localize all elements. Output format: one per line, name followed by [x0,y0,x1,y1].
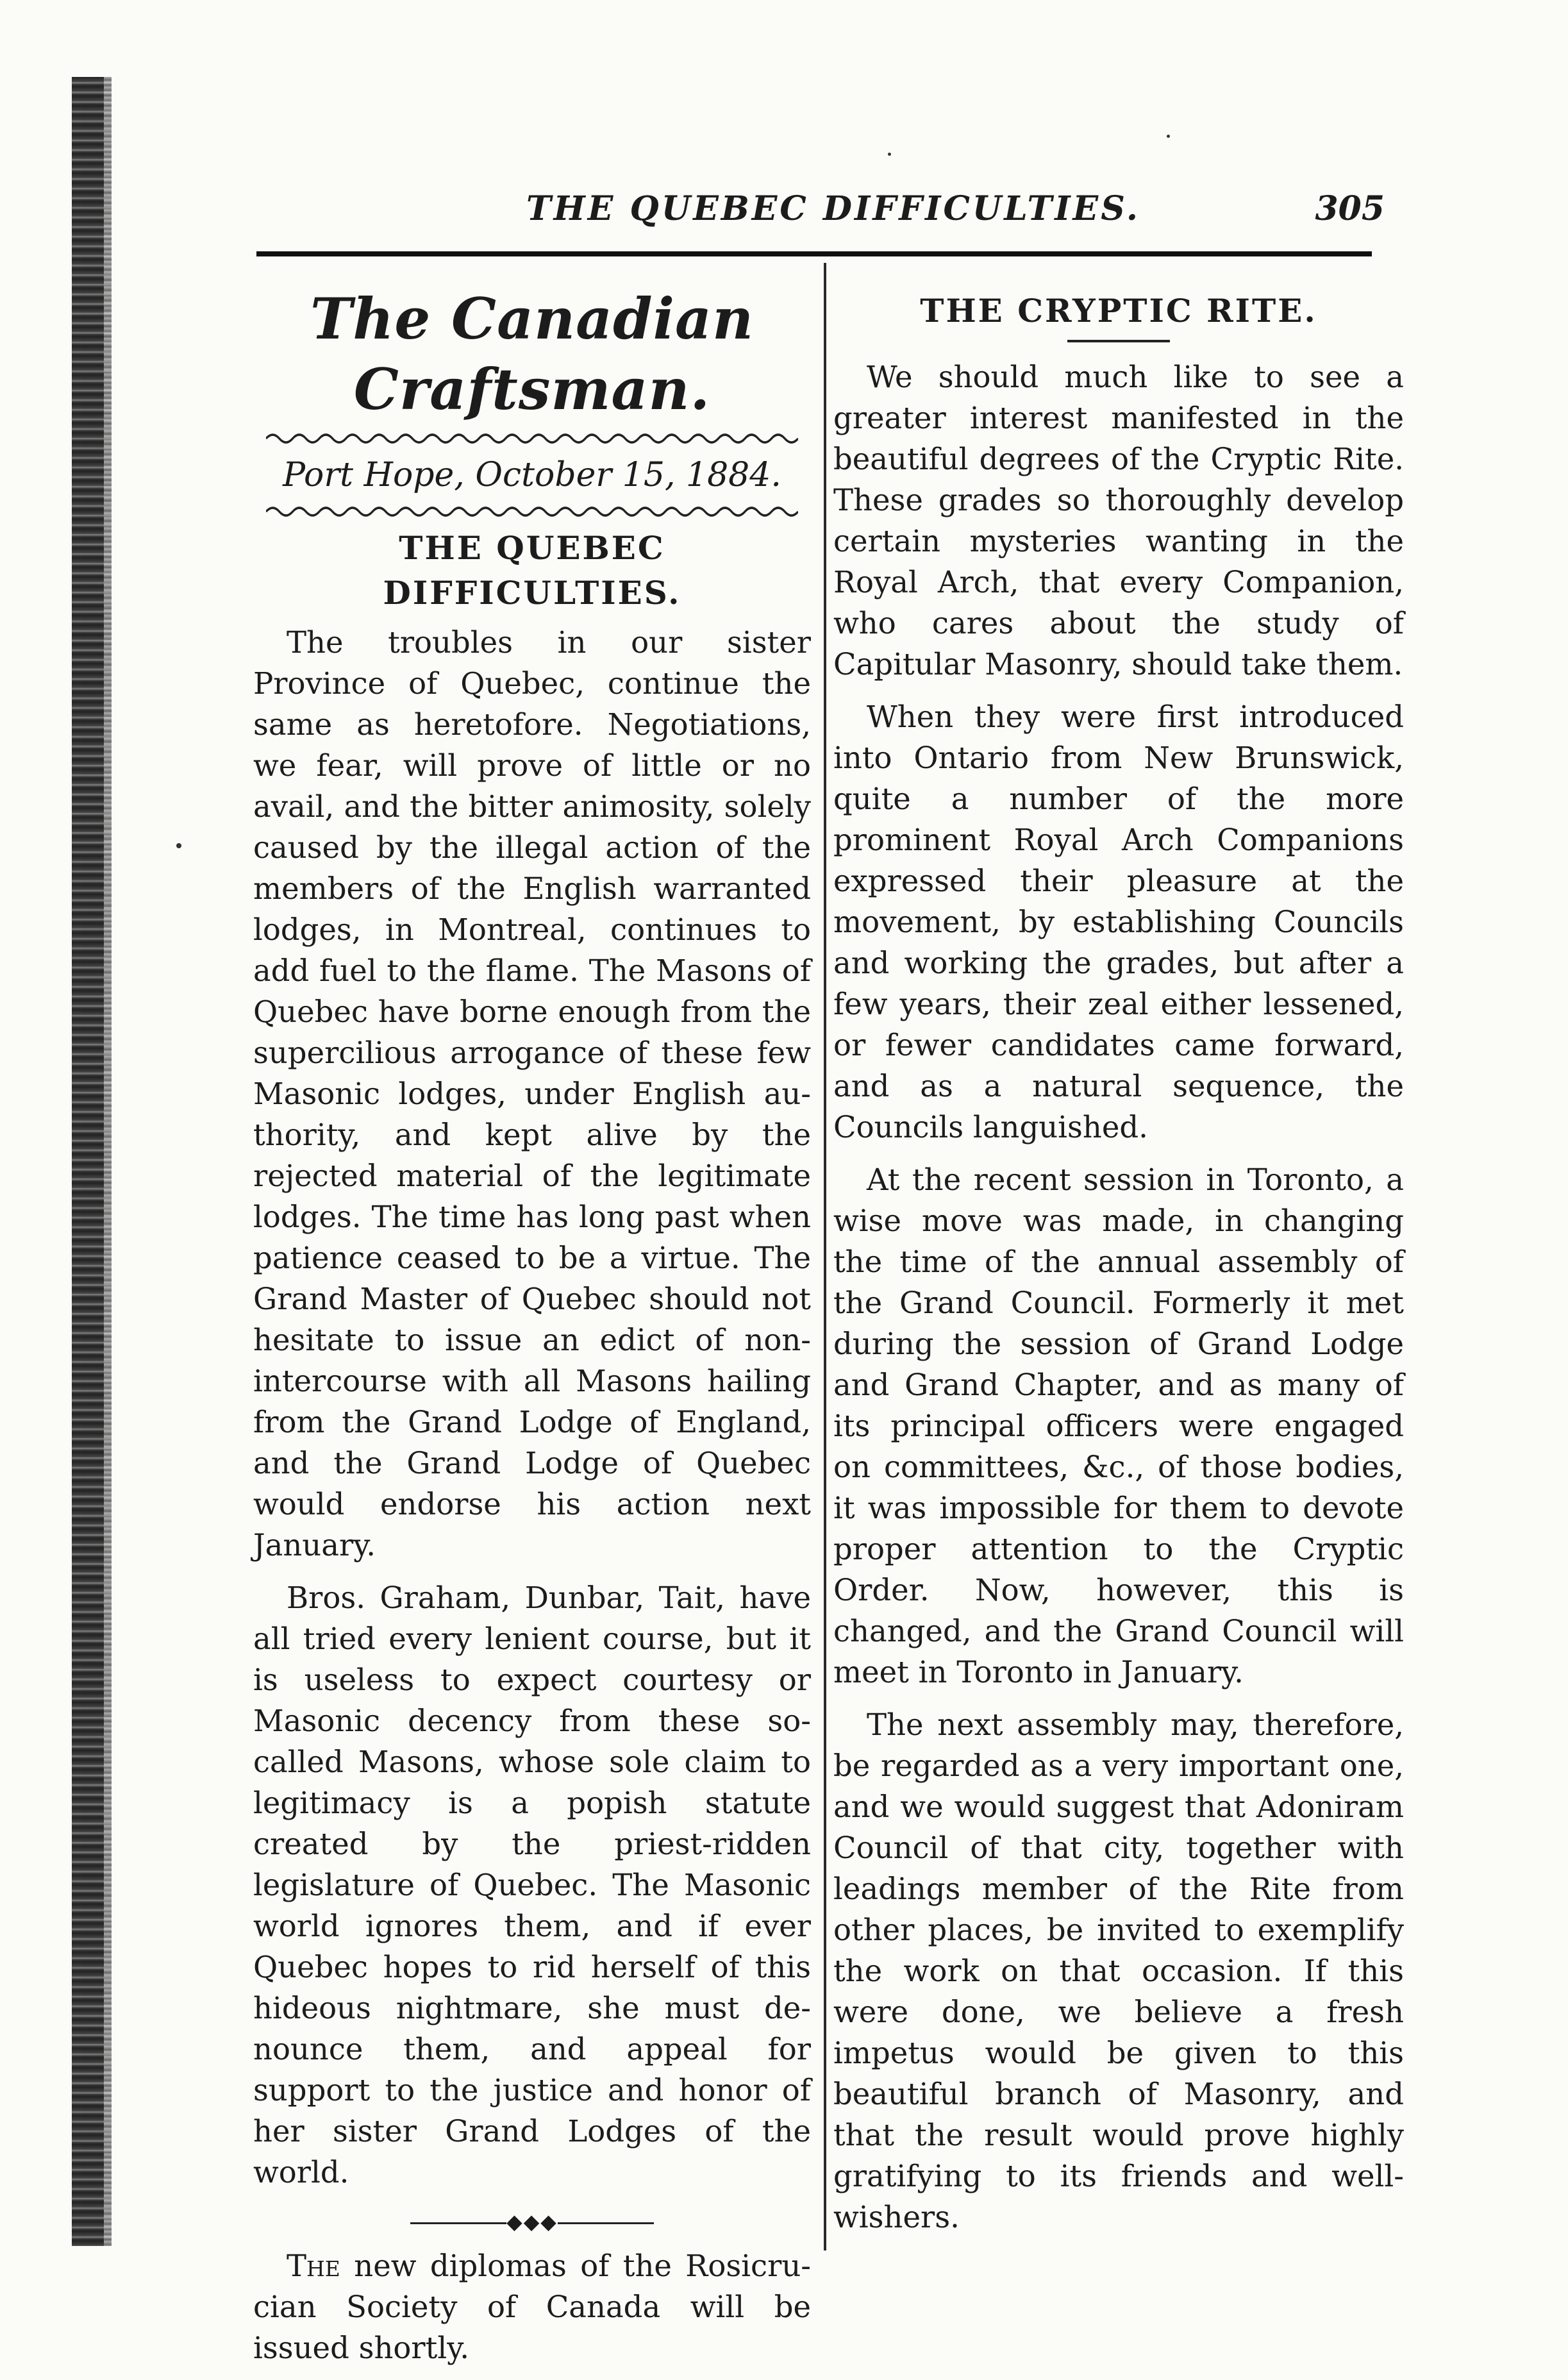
header-rule [256,251,1372,256]
article-paragraph: Bros. Graham, Dunbar, Tait, have all tried every lenient course, but it is useless to expect courtesy or Masonic decency from these so-called Masons, whose sole claim to legitimacy is a popish statute created by the priest-ridden legislature of Quebec. The Masonic world ignores them, and if ever Quebec hopes to rid herself of this hideous nightmare, she must denounce them, and appeal for support to the justice and honor of her sister Grand Lodges of the world. [253,1580,811,2190]
notice-lead: The [287,2249,340,2283]
ornament-divider: ◆◆◆ [253,2209,811,2234]
stray-mark [176,843,181,848]
column-divider [824,263,826,2250]
notice-paragraph [253,2245,811,2368]
article-paragraph: At the recent session in Toronto, a wise move was made, in changing the time of the annual assembly of the Grand Council. Formerly it met during the session of Grand Lodge and Grand Chapter, and as many of its principal officers were engaged on committees, &c., of those bodies, it was impossible for them to devote proper attention to the Cryptic Order. Now, however, this is changed, and the Grand Council will meet in Toronto in January. [833,1162,1404,1689]
article-paragraph: When they were first introduced into Ontario from New Brunswick, quite a number of the more prominent Royal Arch Companions expressed their pleasure at the movement, by establishing Councils and working the grades, but after a few years, their zeal either lessened, or fewer candidates came forward, and as a natural sequence, the Councils languished. [833,700,1404,1144]
wavy-rule [266,431,798,446]
right-column [833,269,1404,2249]
wavy-rule [266,504,798,519]
article-paragraph: We should much like to see a greater interest manifested in the beautiful degrees of the Cryptic Rite. These grades so thoroughly develop certain mysteries wanting in the Royal Arch, that every Companion, who cares about the study of Capitular Masonry, should take them. [833,360,1404,682]
article-paragraph: The next assembly may, therefore, be regarded as a very important one, and we would suggest that Adoniram Council of that city, together with leadings member of the Rite from other places, be invited to exemplify the work on that occasion. If this were done, we believe a fresh impetus would be given to this beautiful branch of Masonry, and that the result would prove highly gratifying to its friends and well-wishers. [833,1707,1404,2234]
left-column [253,269,811,2380]
article-paragraph: The troubles in our sister Province of Quebec, continue the same as heretofore. Negotiations, we fear, will prove of little or no avail, and the bitter animosity, solely caused by the illegal action of the members of the English warranted lodges, in Montreal, continues to add fuel to the flame. The Masons of Quebec have borne enough from the supercilious arrogance of these few Masonic lodges, under English authority, and kept alive by the rejected material of the legitimate lodges. The time has long past when patience ceased to be a virtue. The Grand Master of Quebec should not hesitate to issue an edict of non-intercourse with all Masons hailing from the Grand Lodge of England, and the Grand Lodge of Quebec would endorse his action next January. [253,625,811,1563]
page-number: 305 [1315,189,1385,228]
notice-text: new diplomas of the Rosicrucian Society of Canada will be issued shortly. [253,2249,811,2365]
article-heading: THE QUEBEC DIFFICULTIES. [383,529,681,612]
masthead-title: The Canadian Craftsman. [310,285,755,423]
dateline: Port Hope, October 15, 1884. [283,456,781,494]
heading-rule [1067,340,1170,342]
running-title: THE QUEBEC DIFFICULTIES. [526,189,1140,228]
article-heading: THE CRYPTIC RITE. [920,292,1317,330]
page-binding-edge [72,77,112,2246]
stray-mark [888,153,891,156]
stray-mark [1167,135,1170,138]
running-head [256,189,1397,240]
